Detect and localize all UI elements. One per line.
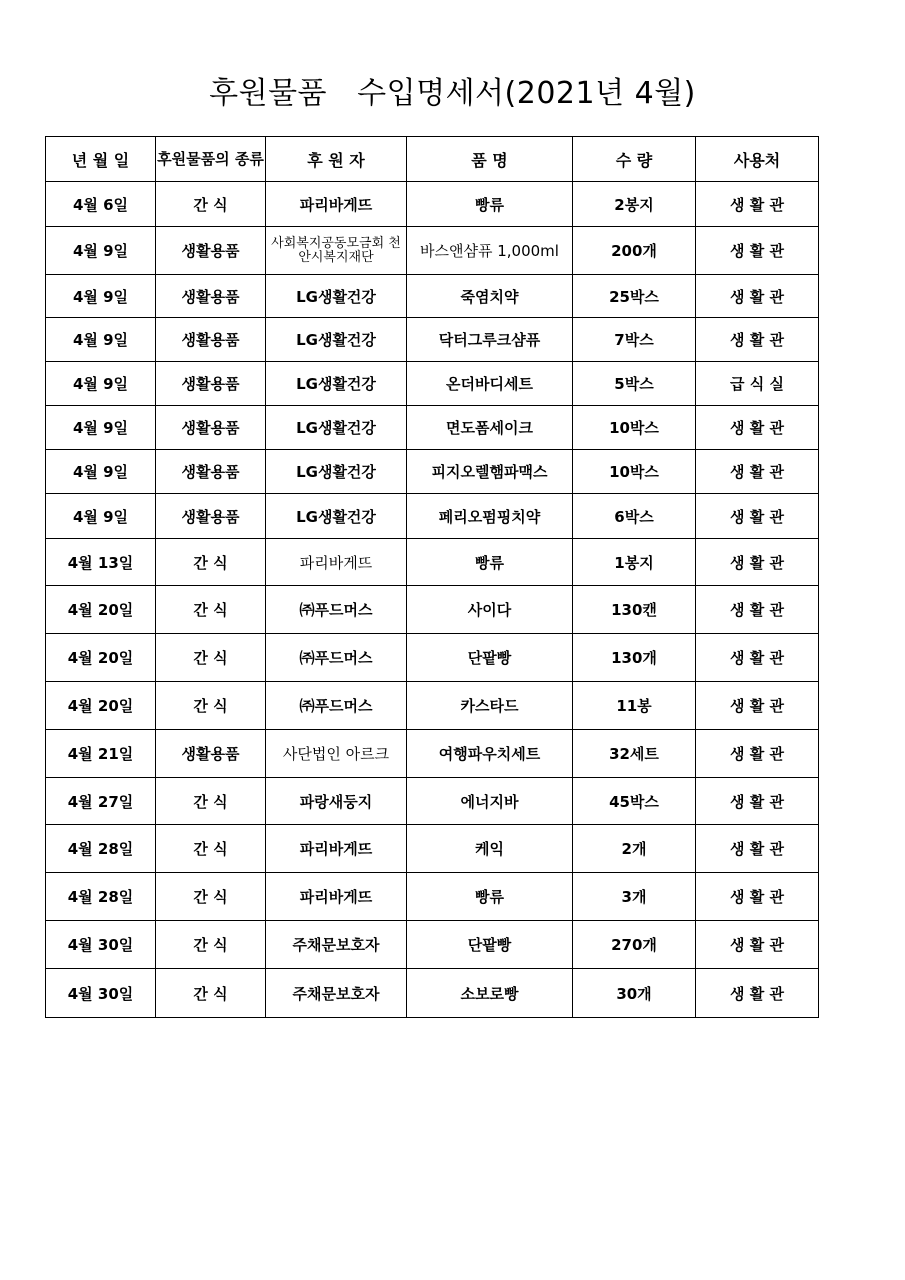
cell-item: 카스타드 xyxy=(407,682,573,730)
cell-date: 4월 30일 xyxy=(46,921,156,969)
cell-usage: 생 활 관 xyxy=(696,450,819,494)
cell-date: 4월 20일 xyxy=(46,682,156,730)
cell-quantity: 6박스 xyxy=(573,494,696,539)
cell-item: 피지오렐햄파맥스 xyxy=(407,450,573,494)
cell-date: 4월 28일 xyxy=(46,825,156,873)
cell-category: 생활용품 xyxy=(156,730,266,778)
cell-usage: 생 활 관 xyxy=(696,227,819,275)
cell-category: 간 식 xyxy=(156,825,266,873)
cell-donor: ㈜푸드머스 xyxy=(266,682,407,730)
cell-usage: 생 활 관 xyxy=(696,275,819,318)
cell-donor: 주채문보호자 xyxy=(266,969,407,1018)
cell-donor: 파랑새둥지 xyxy=(266,778,407,825)
cell-usage: 생 활 관 xyxy=(696,969,819,1018)
cell-date: 4월 27일 xyxy=(46,778,156,825)
cell-usage: 생 활 관 xyxy=(696,921,819,969)
cell-quantity: 30개 xyxy=(573,969,696,1018)
cell-item: 바스앤샴퓨 1,000ml xyxy=(407,227,573,275)
cell-item: 케익 xyxy=(407,825,573,873)
cell-category: 간 식 xyxy=(156,586,266,634)
table-row xyxy=(46,969,819,1018)
cell-date: 4월 9일 xyxy=(46,406,156,450)
cell-donor: ㈜푸드머스 xyxy=(266,634,407,682)
cell-donor: 파리바게뜨 xyxy=(266,182,407,227)
cell-usage: 생 활 관 xyxy=(696,682,819,730)
cell-donor: 주채문보호자 xyxy=(266,921,407,969)
cell-category: 간 식 xyxy=(156,182,266,227)
cell-item: 빵류 xyxy=(407,539,573,586)
cell-category: 간 식 xyxy=(156,969,266,1018)
cell-usage: 생 활 관 xyxy=(696,494,819,539)
cell-category: 간 식 xyxy=(156,682,266,730)
cell-category: 간 식 xyxy=(156,921,266,969)
cell-quantity: 5박스 xyxy=(573,362,696,406)
cell-donor: LG생활건강 xyxy=(266,406,407,450)
cell-item: 사이다 xyxy=(407,586,573,634)
cell-usage: 생 활 관 xyxy=(696,182,819,227)
cell-donor: LG생활건강 xyxy=(266,362,407,406)
cell-category: 생활용품 xyxy=(156,406,266,450)
cell-donor: LG생활건강 xyxy=(266,318,407,362)
cell-category: 간 식 xyxy=(156,539,266,586)
cell-item: 죽염치약 xyxy=(407,275,573,318)
cell-category: 생활용품 xyxy=(156,362,266,406)
table-body xyxy=(46,182,819,1018)
cell-item: 에너지바 xyxy=(407,778,573,825)
header-category: 후원물품의 종류 xyxy=(156,137,266,182)
table-row xyxy=(46,182,819,227)
cell-date: 4월 20일 xyxy=(46,634,156,682)
table-row xyxy=(46,275,819,318)
table-row xyxy=(46,921,819,969)
cell-quantity: 7박스 xyxy=(573,318,696,362)
cell-date: 4월 9일 xyxy=(46,494,156,539)
table-row xyxy=(46,494,819,539)
header-donor: 후 원 자 xyxy=(266,137,407,182)
cell-date: 4월 20일 xyxy=(46,586,156,634)
cell-item: 닥터그루크샴퓨 xyxy=(407,318,573,362)
cell-donor: 사회복지공동모금회 천안시복지재단 xyxy=(266,227,407,275)
table-row xyxy=(46,730,819,778)
table-row xyxy=(46,539,819,586)
table-row xyxy=(46,778,819,825)
cell-date: 4월 21일 xyxy=(46,730,156,778)
cell-quantity: 32세트 xyxy=(573,730,696,778)
cell-item: 빵류 xyxy=(407,873,573,921)
table-row xyxy=(46,825,819,873)
cell-usage: 생 활 관 xyxy=(696,778,819,825)
cell-date: 4월 13일 xyxy=(46,539,156,586)
cell-date: 4월 9일 xyxy=(46,275,156,318)
cell-quantity: 130개 xyxy=(573,634,696,682)
cell-quantity: 1봉지 xyxy=(573,539,696,586)
cell-quantity: 130캔 xyxy=(573,586,696,634)
table-row xyxy=(46,406,819,450)
table-row xyxy=(46,227,819,275)
cell-donor: 파리바게뜨 xyxy=(266,539,407,586)
cell-donor: 파리바게뜨 xyxy=(266,873,407,921)
cell-usage: 생 활 관 xyxy=(696,318,819,362)
cell-usage: 생 활 관 xyxy=(696,634,819,682)
cell-usage: 생 활 관 xyxy=(696,730,819,778)
cell-category: 생활용품 xyxy=(156,275,266,318)
cell-quantity: 2개 xyxy=(573,825,696,873)
cell-quantity: 2봉지 xyxy=(573,182,696,227)
page-title: 후원물품 수입명세서(2021년 4월) xyxy=(209,76,696,111)
cell-item: 빵류 xyxy=(407,182,573,227)
cell-quantity: 200개 xyxy=(573,227,696,275)
table-row xyxy=(46,362,819,406)
cell-quantity: 25박스 xyxy=(573,275,696,318)
cell-usage: 생 활 관 xyxy=(696,825,819,873)
cell-item: 소보로빵 xyxy=(407,969,573,1018)
cell-item: 단팥빵 xyxy=(407,634,573,682)
cell-category: 간 식 xyxy=(156,873,266,921)
donation-ledger-table xyxy=(45,136,819,1018)
cell-usage: 급 식 실 xyxy=(696,362,819,406)
cell-quantity: 10박스 xyxy=(573,450,696,494)
cell-date: 4월 6일 xyxy=(46,182,156,227)
cell-quantity: 11봉 xyxy=(573,682,696,730)
header-quantity: 수 량 xyxy=(573,137,696,182)
cell-category: 생활용품 xyxy=(156,450,266,494)
cell-donor: ㈜푸드머스 xyxy=(266,586,407,634)
table-row xyxy=(46,450,819,494)
cell-date: 4월 9일 xyxy=(46,227,156,275)
cell-category: 생활용품 xyxy=(156,318,266,362)
cell-item: 페리오펌핑치약 xyxy=(407,494,573,539)
cell-quantity: 3개 xyxy=(573,873,696,921)
cell-usage: 생 활 관 xyxy=(696,539,819,586)
cell-date: 4월 9일 xyxy=(46,450,156,494)
header-date: 년 월 일 xyxy=(46,137,156,182)
cell-donor: LG생활건강 xyxy=(266,494,407,539)
cell-category: 간 식 xyxy=(156,634,266,682)
table-row xyxy=(46,873,819,921)
table-row xyxy=(46,318,819,362)
cell-date: 4월 28일 xyxy=(46,873,156,921)
cell-category: 생활용품 xyxy=(156,227,266,275)
cell-category: 간 식 xyxy=(156,778,266,825)
table-header-row xyxy=(46,137,819,182)
table-row xyxy=(46,682,819,730)
cell-date: 4월 9일 xyxy=(46,362,156,406)
cell-item: 면도폼세이크 xyxy=(407,406,573,450)
cell-date: 4월 30일 xyxy=(46,969,156,1018)
cell-usage: 생 활 관 xyxy=(696,873,819,921)
cell-donor: LG생활건강 xyxy=(266,275,407,318)
cell-usage: 생 활 관 xyxy=(696,586,819,634)
header-usage: 사용처 xyxy=(696,137,819,182)
cell-category: 생활용품 xyxy=(156,494,266,539)
cell-item: 온더바디세트 xyxy=(407,362,573,406)
cell-quantity: 45박스 xyxy=(573,778,696,825)
cell-quantity: 270개 xyxy=(573,921,696,969)
cell-quantity: 10박스 xyxy=(573,406,696,450)
table-row xyxy=(46,586,819,634)
cell-donor: LG생활건강 xyxy=(266,450,407,494)
table-row xyxy=(46,634,819,682)
cell-donor: 파리바게뜨 xyxy=(266,825,407,873)
cell-donor: 사단법인 아르크 xyxy=(266,730,407,778)
header-item: 품 명 xyxy=(407,137,573,182)
cell-item: 여행파우치세트 xyxy=(407,730,573,778)
cell-item: 단팥빵 xyxy=(407,921,573,969)
cell-date: 4월 9일 xyxy=(46,318,156,362)
cell-usage: 생 활 관 xyxy=(696,406,819,450)
